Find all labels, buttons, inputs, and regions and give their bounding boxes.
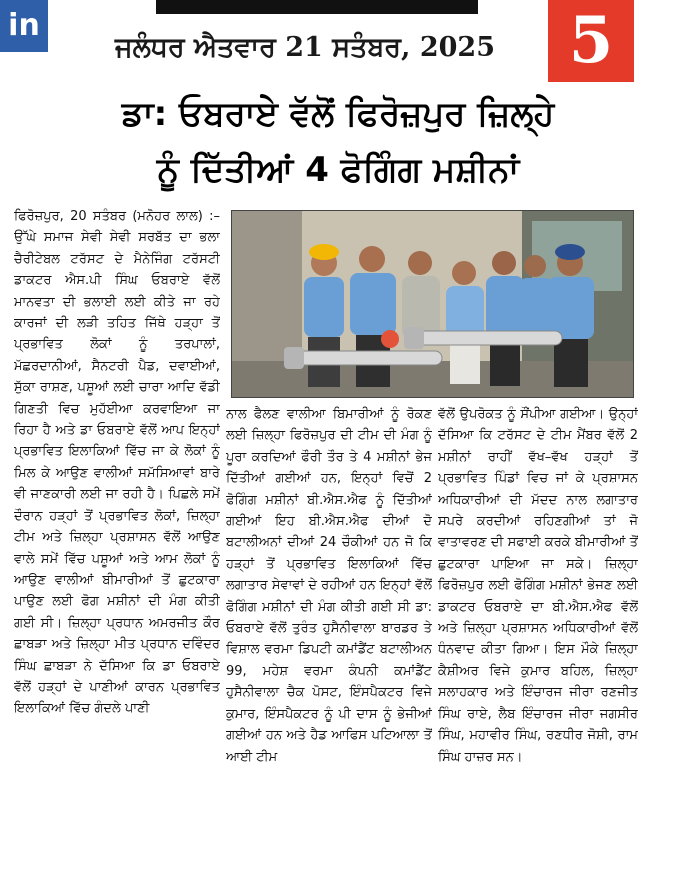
article-column-1: ਫਿਰੋਜ਼ਪੁਰ, 20 ਸਤੰਬਰ (ਮਨੋਹਰ ਲਾਲ) :– ਉੱਘੇ ਸਮਾਜ ਸੇਵੀ ਸੇਵੀ ਸਰਬੱਤ ਦਾ ਭਲਾ ਚੈਰੀਟੇਬਲ ਟਰੱਸਟ ਦੇ ਮੈਨੇਜਿੰਗ ਟਰੱਸਟੀ ਡਾਕਟਰ ਐਸ.ਪੀ ਸਿੰਘ ਓਬਰਾਏ ਵੱਲੋਂ ਮਾਨਵਤਾ ਦੀ ਭਲਾਈ ਲਈ ਕੀਤੇ ਜਾ ਰਹੇ ਕਾਰਜਾਂ ਦੀ ਲੜੀ ਤਹਿਤ ਜਿੱਥੇ ਹੜ੍ਹਾ ਤੋਂ ਪ੍ਰਭਾਵਿਤ ਲੋਕਾਂ ਨੂੰ ਤਰਪਾਲਾਂ, ਮੱਛਰਦਾਨੀਆਂ, ਸੈਨਟਰੀ ਪੈਡ, ਦਵਾਈਆਂ, ਸੁੱਕਾ ਰਾਸ਼ਣ, ਪਸ਼ੂਆਂ ਲਈ ਚਾਰਾ ਆਦਿ ਵੱਡੀ ਗਿਣਤੀ ਵਿਚ ਮੁਹੱਈਆ ਕਰਵਾਇਆ ਜਾ ਰਿਹਾ ਹੈ ਅਤੇ ਡਾ ਓਬਰਾਏ ਵੱਲੋਂ ਆਪ ਇਨ੍ਹਾਂ ਪ੍ਰਭਾਵਿਤ ਇਲਾਕਿਆਂ ਵਿੱਚ ਜਾ ਕੇ ਲੋਕਾਂ ਨੂੰ ਮਿਲ ਕੇ ਆਉਣ ਵਾਲੀਆਂ ਸਮੱਸਿਆਵਾਂ ਬਾਰੇ ਵੀ ਜਾਣਕਾਰੀ ਲਈ ਜਾ ਰਹੀ ਹੈ। ਪਿਛਲੇ ਸਮੇਂ ਦੌਰਾਨ ਹੜ੍ਹਾਂ ਤੋਂ ਪ੍ਰਭਾਵਿਤ ਲੋਕਾਂ, ਜ਼ਿਲ੍ਹਾ ਟੀਮ ਅਤੇ ਜ਼ਿਲ੍ਹਾ ਪ੍ਰਸ਼ਾਸਨ ਵੱਲੋਂ ਆਉਣ ਵਾਲੇ ਸਮੇਂ ਵਿੱਚ ਪਸ਼ੂਆਂ ਅਤੇ ਆਮ ਲੋਕਾਂ ਨੂੰ ਆਉਣ ਵਾਲੀਆਂ ਬੀਮਾਰੀਆਂ ਤੋਂ ਛੁਟਕਾਰਾ ਪਾਉਣ ਲਈ ਫੋਗ ਮਸ਼ੀਨਾਂ ਦੀ ਮੰਗ ਕੀਤੀ ਗਈ ਸੀ। ਜ਼ਿਲ੍ਹਾ ਪ੍ਰਧਾਨ ਅਮਰਜੀਤ ਕੌਰ ਛਾਬੜਾ ਅਤੇ ਜ਼ਿਲ੍ਹਾ ਮੀਤ ਪ੍ਰਧਾਨ ਦਵਿੰਦਰ ਸਿੰਘ ਛਾਬੜਾ ਨੇ ਦੱਸਿਆ ਕਿ ਡਾ ਓਬਰਾਏ ਵੱਲੋਂ ਹੜ੍ਹਾਂ ਦੇ ਪਾਣੀਆਂ ਕਾਰਨ ਪ੍ਰਭਾਵਿਤ ਇਲਾਕਿਆਂ ਵਿੱਚ ਗੰਦਲੇ ਪਾਣੀ — [14, 209, 220, 717]
top-black-bar — [156, 0, 478, 14]
dateline: ਜਲੰਧਰ ਐਤਵਾਰ 21 ਸਤੰਬਰ, 2025 — [115, 32, 495, 63]
brand-logo-fragment: in — [0, 0, 48, 52]
article-column-3: ਵੱਲੋਂ ਉਪਰੋਕਤ ਨੂੰ ਸੌਂਪੀਆ ਗਈਆ। ਉਨ੍ਹਾਂ ਦੱਸਿਆ ਕਿ ਟਰੱਸਟ ਦੇ ਟੀਮ ਮੈਂਬਰ ਵੱਲੋਂ 2 ਮਸ਼ੀਨਾਂ ਰਾਹੀਂ ਵੱਖ–ਵੱਖ ਹੜ੍ਹਾਂ ਤੋਂ ਪ੍ਰਭਾਵਿਤ ਪਿੰਡਾਂ ਵਿਚ ਜਾਂ ਕੇ ਪ੍ਰਸ਼ਾਸਨ ਅਧਿਕਾਰੀਆਂ ਦੀ ਮੱਦਦ ਨਾਲ ਲਗਾਤਾਰ ਸਪਰੇ ਕਰਦੀਆਂ ਰਹਿਣਗੀਆਂ ਤਾਂ ਜੋ ਵਾਤਾਵਰਣ ਦੀ ਸਫਾਈ ਕਰਕੇ ਬੀਮਾਰੀਆਂ ਤੋਂ ਛੁਟਕਾਰਾ ਪਾਇਆ ਜਾ ਸਕੇ। ਜ਼ਿਲ੍ਹਾ ਫਿਰੋਜ਼ਪੁਰ ਲਈ ਫੋਗਿੰਗ ਮਸ਼ੀਨਾਂ ਭੇਜਣ ਲਈ ਡਾਕਟਰ ਓਬਰਾਏ ਦਾ ਬੀ.ਐਸ.ਐਫ ਵੱਲੋਂ ਅਤੇ ਜ਼ਿਲ੍ਹਾ ਪ੍ਰਸ਼ਾਸਨ ਅਧਿਕਾਰੀਆਂ ਵੱਲੋਂ ਧੰਨਵਾਦ ਕੀਤਾ ਗਿਆ। ਇਸ ਮੌਕੇ ਜ਼ਿਲ੍ਹਾ ਕੈਸ਼ੀਅਰ ਵਿਜੇ ਕੁਮਾਰ ਬਹਿਲ, ਜ਼ਿਲ੍ਹਾ ਸਲਾਹਕਾਰ ਅਤੇ ਇੰਚਾਰਜ ਜੀਰਾ ਰਣਜੀਤ ਸਿੰਘ ਰਾਏ, ਲੈਬ ਇੰਚਾਰਜ ਜੀਰਾ ਜਗਸੀਰ ਸਿੰਘ, ਮਹਾਵੀਰ ਸਿੰਘ, ਰਣਧੀਰ ਜੋਸ਼ੀ, ਰਾਮ ਸਿੰਘ ਹਾਜ਼ਰ ਸਨ। — [438, 407, 638, 765]
headline-line-1: ਡਾ: ਓਬਰਾਏ ਵੱਲੋਂ ਫਿਰੋਜ਼ਪੁਰ ਜ਼ਿਲ੍ਹੇ — [121, 94, 555, 134]
headline — [0, 86, 676, 198]
news-photo-illustration — [232, 211, 634, 398]
article-column-2: ਨਾਲ ਫੈਲਣ ਵਾਲੀਆ ਬਿਮਾਰੀਆਂ ਨੂੰ ਰੋਕਣ ਲਈ ਜ਼ਿਲ੍ਹਾ ਫਿਰੋਜ਼ਪੁਰ ਦੀ ਟੀਮ ਦੀ ਮੰਗ ਨੂੰ ਪੂਰਾ ਕਰਦਿਆਂ ਫੌਰੀ ਤੌਰ ਤੇ 4 ਮਸ਼ੀਨਾਂ ਭੇਜ ਦਿੱਤੀਆਂ ਗਈਆਂ ਹਨ, ਇਨ੍ਹਾਂ ਵਿਚੋਂ 2 ਫੋਗਿੰਗ ਮਸ਼ੀਨਾਂ ਬੀ.ਐਸ.ਐਫ ਨੂੰ ਦਿੱਤੀਆਂ ਗਈਆਂ ਇਹ ਬੀ.ਐਸ.ਐਫ ਦੀਆਂ ਦੋ ਬਟਾਲੀਅਨਾਂ ਦੀਆਂ 24 ਚੌਕੀਆਂ ਹਨ ਜੋ ਕਿ ਹੜ੍ਹਾਂ ਤੋਂ ਪ੍ਰਭਾਵਿਤ ਇਲਾਕਿਆਂ ਵਿੱਚ ਲਗਾਤਾਰ ਸੇਵਾਵਾਂ ਦੇ ਰਹੀਆਂ ਹਨ ਇਨ੍ਹਾਂ ਵੱਲੋਂ ਫੋਗਿੰਗ ਮਸ਼ੀਨਾਂ ਦੀ ਮੰਗ ਕੀਤੀ ਗਈ ਸੀ ਡਾ: ਓਬਰਾਏ ਵੱਲੋਂ ਤੁਰੰਤ ਹੁਸੈਨੀਵਾਲਾ ਬਾਰਡਰ ਤੇ ਵਿਸ਼ਾਲ ਵਰਮਾ ਡਿਪਟੀ ਕਮਾਂਡੈਂਟ ਬਟਾਲੀਅਨ 99, ਮਹੇਸ਼ ਵਰਮਾ ਕੰਪਨੀ ਕਮਾਂਡੈਂਟ ਹੁਸੈਨੀਵਾਲਾ ਚੈਕ ਪੋਸਟ, ਇੰਸਪੈਕਟਰ ਵਿਜੇ ਕੁਮਾਰ, ਇੰਸਪੈਕਟਰ ਨੂੰ ਪੀ ਦਾਸ ਨੂੰ ਭੇਜੀਆਂ ਗਈਆਂ ਹਨ ਅਤੇ ਹੈਡ ਆਫਿਸ ਪਟਿਆਲਾ ਤੋਂ ਆਈ ਟੀਮ — [226, 407, 432, 765]
page-number-badge: 5 — [548, 0, 634, 82]
headline-line-2: ਨੂੰ ਦਿੱਤੀਆਂ 4 ਫੋਗਿੰਗ ਮਸ਼ੀਨਾਂ — [156, 150, 520, 190]
news-photo — [231, 210, 634, 398]
